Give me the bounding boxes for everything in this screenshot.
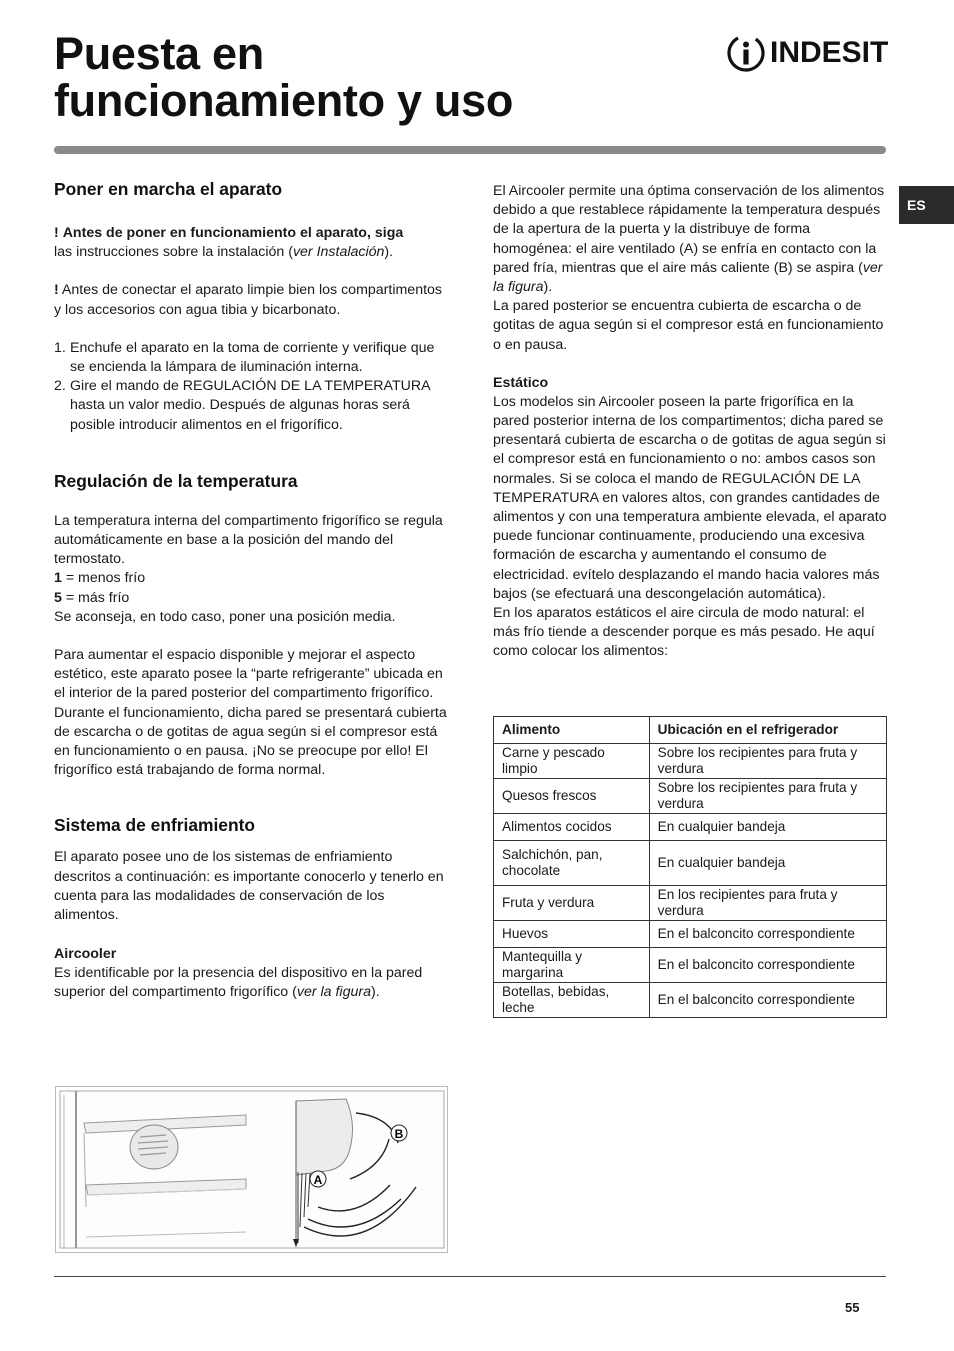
table-header-location: Ubicación en el refrigerador [649,717,886,744]
temperature-text: La temperatura interna del compartimento frigorífico se regula automáticamente en base a la posición del mando del termostato. [54,512,443,568]
table-row [494,983,887,1018]
title-line-2: funcionamiento y uso [54,75,514,126]
table-row [494,921,887,948]
language-tab: ES [899,186,954,224]
static-air-text: En los aparatos estáticos el aire circula de modo natural: el más frío tiende a descender porque es más pesado. He aquí como colocar los alimentos: [493,605,875,660]
table-row [494,779,887,814]
table-cell-location: En el balconcito correspondiente [649,948,886,983]
indesit-i-icon [726,33,766,73]
food-placement-table-wrap [493,716,887,1018]
table-row [494,948,887,983]
table-cell-food: Huevos [494,921,650,948]
table-cell-food: Alimentos cocidos [494,814,650,841]
warning-install: ! Antes de poner en funcionamiento el aparato, siga las instrucciones sobre la instalación (ver Instalación). [54,225,404,261]
table-row [494,886,887,921]
table-cell-location: En cualquier bandeja [649,841,886,886]
table-cell-location: Sobre los recipientes para fruta y verdura [649,744,886,779]
section-title-cooling-system: Sistema de enfriamiento [54,815,256,836]
table-cell-location: En los recipientes para fruta y verdura [649,886,886,921]
food-placement-table [493,716,887,1018]
section-title-temperature: Regulación de la temperatura [54,470,298,491]
table-cell-food: Salchichón, pan, chocolate [494,841,650,886]
table-cell-food: Quesos frescos [494,779,650,814]
subtitle-aircooler: Aircooler [54,946,117,963]
aircooler-text: Es identificable por la presencia del dispositivo en la pared superior del compartimento frigorífico (ver la figura). [54,965,423,1001]
table-row [494,744,887,779]
warning-clean: ! Antes de conectar el aparato limpie bien los compartimentos y los accesorios con agua tibia y bicarbonato. [54,282,443,318]
right-column [493,182,887,662]
setting-min: 1 = menos frío [54,570,146,587]
table-cell-location: En el balconcito correspondiente [649,983,886,1018]
aircooler-description: El Aircooler permite una óptima conservación de los alimentos debido a que restablece rápidamente la temperatura después de la apertura de la puerta y la distribuye de forma homogénea: el aire ventilado (A) se enfría en contacto con la pared fría, mientras que el aire más caliente (B) se aspira (ver la figura). [493,183,885,296]
figure-label-a: A [313,1173,323,1187]
list-item: 2. Gire el mando de REGULACIÓN DE LA TEMPERATURA hasta un valor medio. Después de algunas horas será posible introducir alimentos en el frigorífico. [54,378,430,433]
start-steps [54,339,448,435]
page-title [54,30,513,124]
aircooler-figure [55,1086,448,1253]
header-rule [54,146,886,154]
table-row [494,841,887,886]
page-number: 55 [845,1300,860,1315]
setting-max: 5 = más frío [54,589,130,606]
table-row [494,814,887,841]
section-title-start: Poner en marcha el aparato [54,179,283,199]
temperature-advice: Se aconseja, en todo caso, poner una posición media. [54,608,396,625]
list-item: 1. Enchufe el aparato en la toma de corriente y verifique que se encienda la lámpara de iluminación interna. [54,339,435,376]
footer-rule [54,1276,886,1277]
brand-name: INDESIT [770,36,889,69]
table-cell-food: Botellas, bebidas, leche [494,983,650,1018]
table-cell-location: En el balconcito correspondiente [649,921,886,948]
table-cell-location: Sobre los recipientes para fruta y verdura [649,779,886,814]
brand-logo [726,32,888,74]
back-wall-text: La pared posterior se encuentra cubierta de escarcha o de gotitas de agua según si el compresor está en funcionamiento o en pausa. [493,298,884,353]
table-cell-food: Carne y pescado limpio [494,744,650,779]
table-cell-food: Mantequilla y margarina [494,948,650,983]
table-cell-food: Fruta y verdura [494,886,650,921]
table-header-row [494,717,887,744]
cooling-system-text: El aparato posee uno de los sistemas de enfriamiento descritos a continuación: es importante conocerlo y tenerlo en cuenta para las modalidades de conservación de los alimentos. [54,849,444,924]
table-cell-location: En cualquier bandeja [649,814,886,841]
subtitle-static: Estático [493,374,549,391]
figure-label-b: B [394,1127,404,1141]
table-header-food: Alimento [494,717,650,744]
left-column [54,178,448,1003]
cooling-part-text: Para aumentar el espacio disponible y mejorar el aspecto estético, este aparato posee la “parte refrigerante” ubicada en el interior de la pared posterior del compartimento frigorífico. Durante el funcionamiento, dicha pared se presentará cubierta de escarcha o de gotitas de agua según si el compresor está en funcionamiento o en pausa. ¡No se preocupe por ello! El frigorífico está trabajando de forma normal. [54,647,447,779]
static-text: Los modelos sin Aircooler poseen la parte frigorífica en la pared posterior interna de los compartimentos; dicha pared se presentará cubierta de escarcha o de gotitas de agua según si el compresor está en funcionamiento o no: ambos casos son normales. Si se coloca el mando de REGULACIÓN DE LA TEMPERATURA en valores altos, con grandes cantidades de alimentos y con una temperatura ambiente elevada, el aparato puede funcionar continuamente, produciendo una excesiva formación de escarcha y aumentando el consumo de electricidad. evítelo desplazando el mando hacia valores más bajos (se efectuará una descongelación automática). [493,393,887,602]
title-line-1: Puesta en [54,28,264,79]
